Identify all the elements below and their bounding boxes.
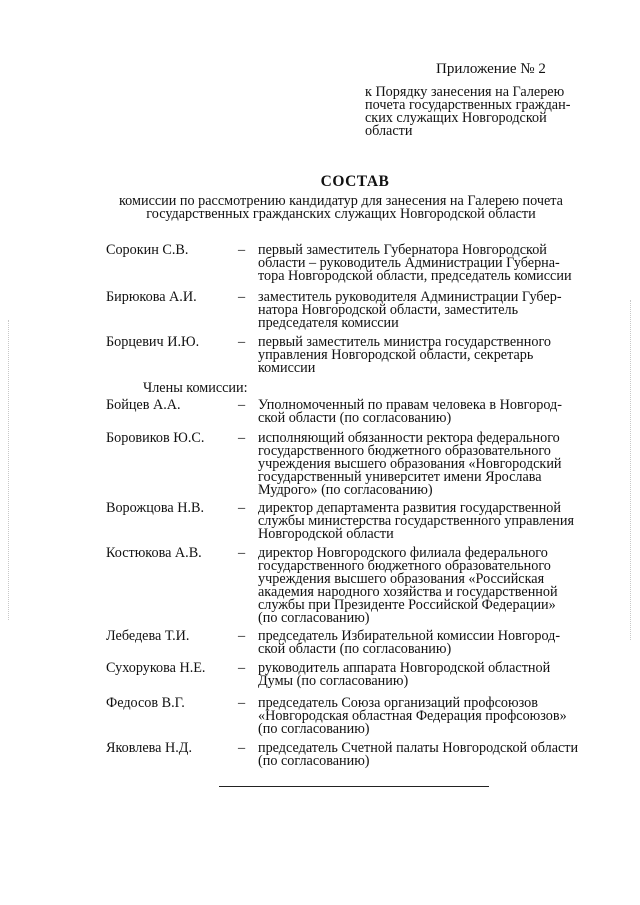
member-role bbox=[258, 291, 562, 330]
role-line: области – руководитель Администрации Губерна- bbox=[258, 255, 560, 271]
member-name: Сухорукова Н.Е. bbox=[106, 660, 206, 676]
member-role bbox=[258, 742, 578, 768]
member-role bbox=[258, 432, 562, 497]
role-line: академия народного хозяйства и государственной bbox=[258, 584, 558, 600]
role-line: тора Новгородской области, председатель комиссии bbox=[258, 268, 572, 284]
role-line: (по согласованию) bbox=[258, 610, 370, 626]
member-role bbox=[258, 244, 572, 283]
document-subtitle bbox=[0, 195, 640, 221]
role-line: Думы (по согласованию) bbox=[258, 673, 409, 689]
member-name: Боровиков Ю.С. bbox=[106, 430, 205, 446]
entry-dash: – bbox=[238, 500, 246, 516]
role-line: председатель Избирательной комиссии Новгород- bbox=[258, 628, 561, 644]
role-line: управления Новгородской области, секретарь bbox=[258, 347, 534, 363]
subtitle-line: государственных гражданских служащих Новгородской области bbox=[146, 206, 536, 222]
document-title: СОСТАВ bbox=[320, 173, 390, 190]
entry-dash: – bbox=[238, 695, 246, 711]
member-name: Ворожцова Н.В. bbox=[106, 500, 205, 516]
role-line: председатель Союза организаций профсоюзов bbox=[258, 695, 538, 711]
member-name: Бирюкова А.И. bbox=[106, 289, 197, 305]
role-line: государственный университет имени Ярослава bbox=[258, 469, 542, 485]
role-line: (по согласованию) bbox=[258, 753, 370, 769]
role-line: председатель Счетной палаты Новгородской области bbox=[258, 740, 579, 756]
role-line: председателя комиссии bbox=[258, 315, 399, 331]
role-line: службы министерства государственного управления bbox=[258, 513, 574, 529]
annex-line: к Порядку занесения на Галерею bbox=[365, 84, 565, 100]
role-line: (по согласованию) bbox=[258, 721, 370, 737]
left-margin-scan-marks bbox=[8, 320, 10, 620]
member-name: Яковлева Н.Д. bbox=[106, 740, 192, 756]
entry-dash: – bbox=[238, 242, 246, 258]
entry-dash: – bbox=[238, 397, 246, 413]
subtitle-line: комиссии по рассмотрению кандидатур для занесения на Галерею почета bbox=[119, 193, 563, 209]
entry-dash: – bbox=[238, 628, 246, 644]
role-line: натора Новгородской области, заместитель bbox=[258, 302, 519, 318]
member-name: Федосов В.Г. bbox=[106, 695, 185, 711]
role-line: «Новгородская областная Федерация профсоюзов» bbox=[258, 708, 567, 724]
role-line: ской области (по согласованию) bbox=[258, 641, 452, 657]
role-line: ской области (по согласованию) bbox=[258, 410, 452, 426]
role-line: директор департамента развития государственной bbox=[258, 500, 561, 516]
members-label: Члены комиссии: bbox=[143, 380, 248, 396]
member-role bbox=[258, 399, 562, 425]
member-role bbox=[258, 662, 550, 688]
role-line: первый заместитель министра государственного bbox=[258, 334, 552, 350]
annex-line: почета государственных граждан- bbox=[365, 97, 571, 113]
member-name: Бойцев А.А. bbox=[106, 397, 181, 413]
role-line: заместитель руководителя Администрации Губер- bbox=[258, 289, 562, 305]
member-role bbox=[258, 336, 551, 375]
annex-title: Приложение № 2 bbox=[436, 61, 546, 77]
role-line: службы при Президенте Российской Федерации» bbox=[258, 597, 556, 613]
member-role bbox=[258, 547, 558, 625]
role-line: комиссии bbox=[258, 360, 316, 376]
role-line: учреждения высшего образования «Новгородский bbox=[258, 456, 562, 472]
entry-dash: – bbox=[238, 334, 246, 350]
role-line: исполняющий обязанности ректора федерального bbox=[258, 430, 560, 446]
member-name: Сорокин С.В. bbox=[106, 242, 189, 258]
role-line: директор Новгородского филиала федерального bbox=[258, 545, 548, 561]
member-name: Лебедева Т.И. bbox=[106, 628, 190, 644]
member-role bbox=[258, 502, 574, 541]
member-role bbox=[258, 697, 567, 736]
role-line: государственного бюджетного образовательного bbox=[258, 558, 551, 574]
member-name: Костюкова А.В. bbox=[106, 545, 202, 561]
member-role bbox=[258, 630, 560, 656]
role-line: учреждения высшего образования «Российская bbox=[258, 571, 545, 587]
entry-dash: – bbox=[238, 740, 246, 756]
annex-line: ских служащих Новгородской bbox=[365, 110, 547, 126]
member-name: Борцевич И.Ю. bbox=[106, 334, 200, 350]
role-line: руководитель аппарата Новгородской областной bbox=[258, 660, 551, 676]
annex-line: области bbox=[365, 123, 413, 139]
annex-reference bbox=[365, 86, 615, 138]
entry-dash: – bbox=[238, 430, 246, 446]
role-line: государственного бюджетного образовательного bbox=[258, 443, 551, 459]
closing-rule bbox=[219, 786, 489, 787]
role-line: Новгородской области bbox=[258, 526, 394, 542]
entry-dash: – bbox=[238, 289, 246, 305]
role-line: Мудрого» (по согласованию) bbox=[258, 482, 433, 498]
entry-dash: – bbox=[238, 660, 246, 676]
right-margin-scan-marks bbox=[630, 300, 632, 640]
role-line: первый заместитель Губернатора Новгородской bbox=[258, 242, 547, 258]
entry-dash: – bbox=[238, 545, 246, 561]
role-line: Уполномоченный по правам человека в Новгород- bbox=[258, 397, 562, 413]
